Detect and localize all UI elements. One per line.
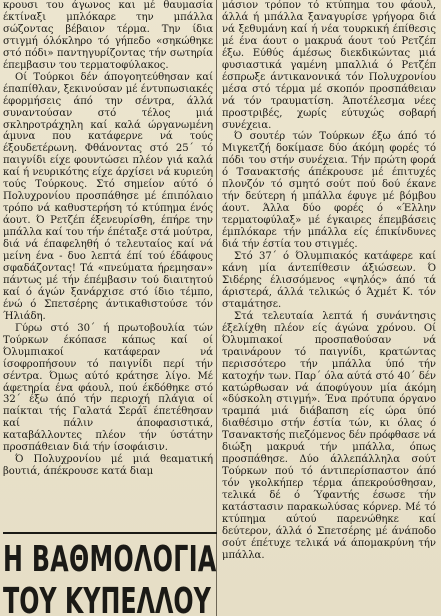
article-paragraph: Γύρω στό 30΄ ή πρωτοβουλία τών Τούρκων έκόπασε κάπως καί οί Όλυμπιακοί κατάφεραν νά ίσοφροπήσουν τό παιγνίδι περί τήν σέντρα. Όμως αύτό κράτησε λίγο. Μέ άφετηρία ένα φάουλ, πού έκδόθηκε στό 32΄ έξω άπό τήν περιοχή πλάγια οί παίκται τής Γαλατά Σεράϊ έπετέθησαν καί πάλιν άποφασιστικά, καταβάλλοντες πλέον τήν ύστάτην προσπάθειαν διά τήν ίσοφάισιν. (3, 322, 213, 454)
section-headline (3, 532, 217, 616)
article-column-left (3, 0, 217, 616)
article-paragraph: Οί Τούρκοι δέν άπογοητεύθησαν καί έπαπίθλαν, ξεκινούσαν μέ έντυπωσιακές έφορμήσεις άπό την σέντρα, άλλά συναντούσαν στό τέλος μιά σκληροτράχηλη καί καλά ώργανωμένη άμυνα που κατάφερνε νά τούς έξουδετέρωνη. Φθάνοντας στό 25΄ τό παιγνίδι είχε φουντώσει πλέον γιά καλά καί ή νευρικότης είχε άρχίσει νά κυριεύη τούς Τούρκους. Στό σημείον αύτό ό Πολυχρονίου προσπάθησε μέ έπιπόλαιο τρόπο νά καθυστερήση τό κτύπημα ένός άουτ. Ό Ρετζέπ έξενευρίσθη, έπήρε την μπάλλα καί του τήν έπέταξε στά μούτρα, διά νά έπαφεληθή ό τελευταίος καί νά μείνη ένα - δυο λεπτά έπί τού έδάφους σφαδάζοντας! Τά «πνεύματα ήρεμησαν» πάντως μέ τήν έπέμβασιν τού διαιτητού καί ό άγών ξανάρχισε στό ίδιο τέμπο, ένώ ό Σπετσέρης άντικαθιστούσε τόν Ήλιάδη. (3, 71, 213, 322)
article-paragraph: Στό 37΄ ό Όλυμπιακός κατάφερε καί κάνη μία άντεπίθεσιν άξιώσεων. Ό Σιδέρης έλισσόμενος «ψηλός» άπό τά άριστερά, άλλά τελικώς ό Άχμέτ Κ. τόν σταμάτησε. (222, 251, 436, 310)
article-paragraph: Στά τελευταία λεπτά ή συνάντησις έξελίχθη πλέον είς άγώνα χρόνου. Οί Όλυμπιακοί προσπαθούσαν νά τραινάρουν τό παιγνίδι, κρατώντας περισσότερο τήν μπάλλα ύπό τήν κατοχήν των. Παρ΄ όλα αύτά στό 40΄ δέν κατώρθωσαν νά άποφύγουν μία άκόμη «δύσκολη στιγμή». Ένα πρότυπα όργανο τραμπά μιά διάβαπση είς ώρα ύπό διαθέσιμο στήν έστία τών, κι όλας ό Τσανακτσής πιεζόμενος δέν πρόφθασε νά διώξη μακρυά τήν μπάλλα, όπως προσπάθησε. Δύο άλλεπάλληλα σούτ Τούρκων πού τό άντιπερίσπαστον άπό τόν γκολκήπερ τέρμα άπεκρούσθησαν, τελικά δέ ό Ύφαντής έσωσε τήν κατάστασιν παρακωλύσας κόρνερ. Μέ τό κτύπημα αύτού παρενώθηκε καί δεύτερον, άλλά ό Σπετσέρης μέ άνάποδο σούτ έπέτυχε τελικά νά άπομακρύνη τήν μπάλλα. (222, 310, 436, 561)
article-column-right (222, 0, 436, 616)
article-paragraph: Ό σουτέρ τών Τούρκων έξω άπό τό Μιγκετζή δοκίμασε δύο άκόμη φορές τό πόδι του στήν συνέχεια. Τήν πρώτη φορά ό Τσανακτσής άπέκρουσε μέ έπιτυχές πλονζόν τό σμητό σούτ πού δού έκανε τήν δεύτερη ή μπάλλα έφυγε μέ βόμβου άουτ. Άλλα δύο φορές ό «Έλλην τερματοφύλαξ» μέ έγκαιρες έπεμβάσεις έμπλόκαρε τήν μπάλλα είς έπικίνδυνες διά τήν έστία του στιγμές. (222, 131, 436, 251)
article-paragraph: Ό Πολυχρονίου μέ μιά θεαματική βουτιά, άπέκρουσε κατά διαμ (3, 454, 213, 478)
headline-line-2: ΤΟΥ ΚΥΠΕΛΛΟΥ (3, 581, 211, 616)
article-paragraph: κρουσι του άγωνος και μέ θαυμασία έκτίναξι μπλόκαρε την μπάλλα σώζοντας βέβαιον τέρμα. Την ίδια στιγμή όλόκληρο τό γήπεδο «σηκώθηκε στό πόδι» παντηγυρίζοντας τήν σωτηρία έπεμβασιν του τερματοφύλακος. (3, 0, 213, 71)
headline-line-1: Η ΒΑΘΜΟΛΟΓΙΑ (3, 539, 217, 580)
article-paragraph: μάσιον τρόπον τό κτύπημα του φάουλ, άλλά ή μπάλλα ξαναγυρίσε γρήγορα διά νά ξεθυμάνη καί ή νέα τουρκική έπίθεσις μέ ένα άουτ ο μακρυά άουτ τού Ρετζέπ έξω. Εύθύς άμέσως διεκδικώντας μιά φυσιαστικά γαμένη μπαλλιά ό Ρετζέπ έσπρωξε άντικανονικά τόν Πολυχρονίου μέσα στό τέρμα μέ σκοπόν προσπάθειαν νά τόν τραυματίση. Άποτέλεσμα νέες προστριβές, χωρίς εύτυχώς σοβαρή συνέχεια. (222, 0, 436, 131)
column-divider (216, 0, 217, 616)
